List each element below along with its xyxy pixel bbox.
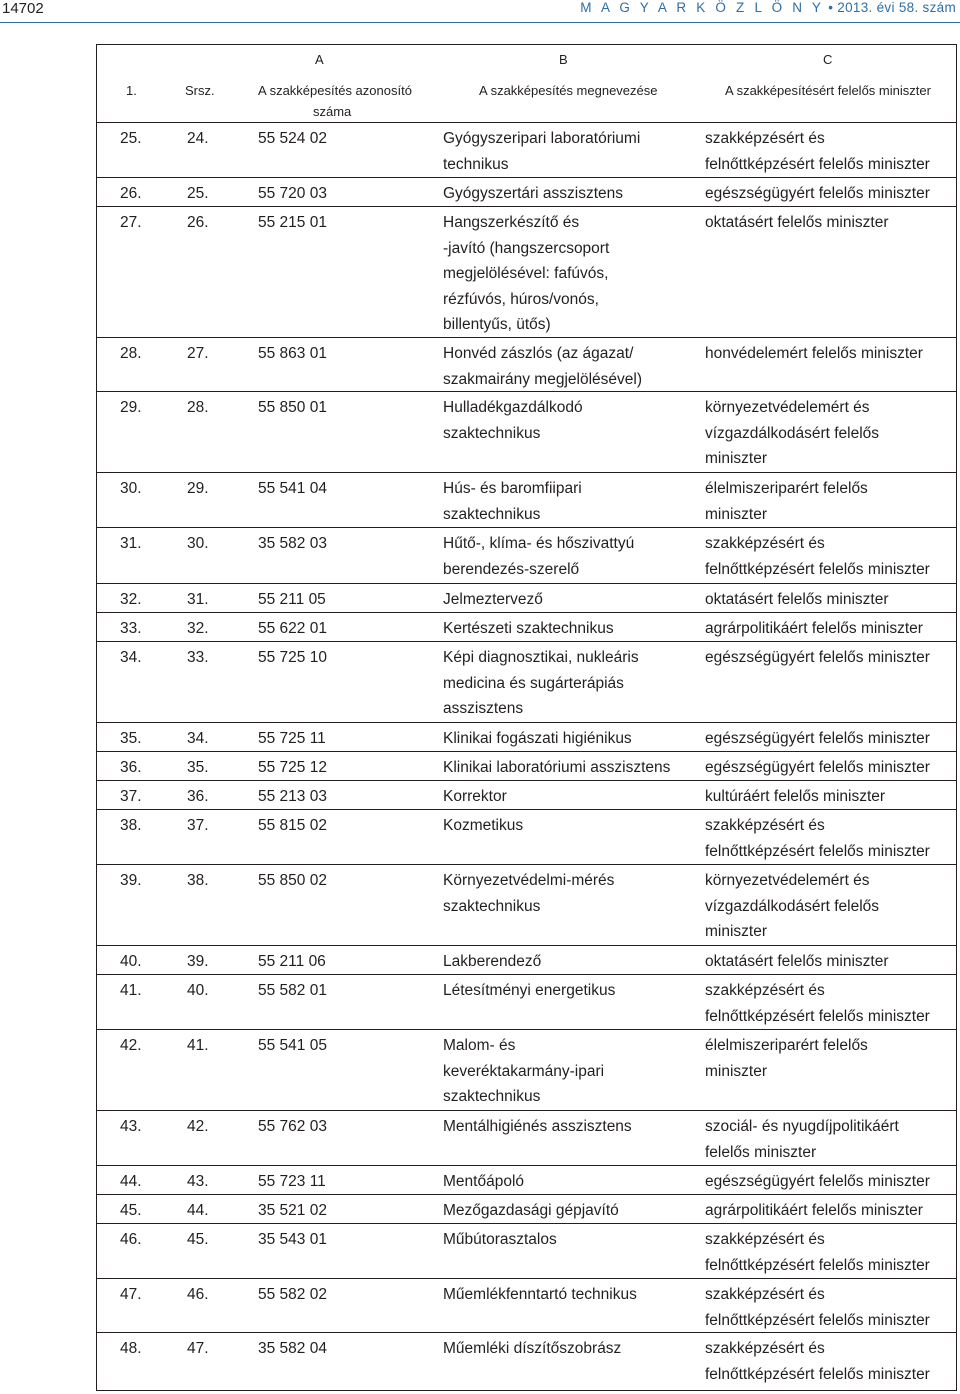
qualification-name: Kertészeti szaktechnikus xyxy=(443,620,614,637)
row-number: 34. xyxy=(120,649,142,666)
row-number: 43. xyxy=(120,1118,142,1135)
row-serial: 32. xyxy=(187,620,209,637)
responsible-minister: felnőttképzésért felelős miniszter xyxy=(705,155,930,173)
qualification-name: Klinikai laboratóriumi asszisztens xyxy=(443,759,671,776)
row-separator xyxy=(96,583,957,584)
row-separator xyxy=(96,177,957,178)
row-number: 30. xyxy=(120,480,142,497)
column-letter-b: B xyxy=(559,52,568,67)
row-separator xyxy=(96,641,957,642)
row-number: 42. xyxy=(120,1037,142,1054)
responsible-minister: miniszter xyxy=(705,450,768,467)
row-separator xyxy=(96,1278,957,1279)
responsible-minister: egészségügyért felelős miniszter xyxy=(705,730,930,747)
qualification-id: 55 213 03 xyxy=(258,788,327,805)
row-serial: 35. xyxy=(187,759,209,776)
qualification-id: 35 543 01 xyxy=(258,1231,327,1248)
row-number: 32. xyxy=(120,591,142,608)
qualification-id: 55 211 06 xyxy=(258,953,326,970)
row-separator xyxy=(96,1194,957,1195)
qualification-name: rézfúvós, húros/vonós, xyxy=(443,290,599,308)
responsible-minister: szociál- és nyugdíjpolitikáért xyxy=(705,1118,899,1135)
responsible-minister: vízgazdálkodásért felelős xyxy=(705,897,880,915)
qualification-name: keveréktakarmány-ipari xyxy=(443,1062,605,1080)
qualification-name: Honvéd zászlós (az ágazat/ xyxy=(443,345,634,362)
row-separator xyxy=(96,1165,957,1166)
row-number: 47. xyxy=(120,1286,142,1303)
qualification-name: berendezés-szerelő xyxy=(443,560,580,578)
responsible-minister: kultúráért felelős miniszter xyxy=(705,788,886,805)
qualification-name: Létesítményi energetikus xyxy=(443,982,616,999)
row-serial: 34. xyxy=(187,730,209,747)
responsible-minister: szakképzésért és xyxy=(705,1231,825,1248)
row-number: 28. xyxy=(120,345,142,362)
row-serial: 25. xyxy=(187,185,209,202)
qualification-name: asszisztens xyxy=(443,700,524,717)
row-separator xyxy=(96,1223,957,1224)
row-serial: 45. xyxy=(187,1231,209,1248)
responsible-minister: miniszter xyxy=(705,1062,768,1080)
responsible-minister: szakképzésért és xyxy=(705,817,825,834)
row-separator xyxy=(96,337,957,338)
responsible-minister: agrárpolitikáért felelős miniszter xyxy=(705,620,923,637)
row-serial: 36. xyxy=(187,788,209,805)
page-number: 14702 xyxy=(2,0,44,17)
row-separator xyxy=(96,122,957,123)
row-serial: 41. xyxy=(187,1037,209,1054)
responsible-minister: oktatásért felelős miniszter xyxy=(705,214,889,231)
header-id-line2: száma xyxy=(313,104,352,119)
qualification-name: szaktechnikus xyxy=(443,1088,541,1105)
qualification-name: szaktechnikus xyxy=(443,424,541,442)
responsible-minister: szakképzésért és xyxy=(705,1340,825,1357)
responsible-minister: agrárpolitikáért felelős miniszter xyxy=(705,1202,923,1219)
row-serial: 33. xyxy=(187,649,209,666)
qualification-name: technikus xyxy=(443,155,509,173)
row-separator xyxy=(96,1110,957,1111)
running-header xyxy=(580,0,956,15)
responsible-minister: egészségügyért felelős miniszter xyxy=(705,185,930,202)
row-separator xyxy=(96,206,957,207)
row-serial: 44. xyxy=(187,1202,209,1219)
row-serial: 47. xyxy=(187,1340,209,1357)
row-separator xyxy=(96,1029,957,1030)
row-serial: 46. xyxy=(187,1286,209,1303)
responsible-minister: oktatásért felelős miniszter xyxy=(705,591,889,608)
responsible-minister: szakképzésért és xyxy=(705,130,825,147)
qualification-name: Kozmetikus xyxy=(443,817,524,834)
qualification-name: Műemlékfenntartó technikus xyxy=(443,1286,637,1303)
row-number: 48. xyxy=(120,1340,142,1357)
responsible-minister: élelmiszeriparért felelős xyxy=(705,1037,868,1054)
responsible-minister: miniszter xyxy=(705,923,768,940)
responsible-minister: felnőttképzésért felelős miniszter xyxy=(705,1256,930,1274)
responsible-minister: felelős miniszter xyxy=(705,1143,817,1161)
qualification-id: 55 850 01 xyxy=(258,399,327,416)
qualification-name: Környezetvédelmi-mérés xyxy=(443,872,615,889)
qualification-id: 55 622 01 xyxy=(258,620,327,637)
row-separator xyxy=(96,1332,957,1333)
qualification-name: szakmairány megjelölésével) xyxy=(443,370,642,388)
row-number: 44. xyxy=(120,1173,142,1190)
row-separator xyxy=(96,472,957,473)
qualification-id: 55 723 11 xyxy=(258,1173,326,1190)
header-minister: A szakképesítésért felelős miniszter xyxy=(725,83,931,98)
row-serial: 24. xyxy=(187,130,209,147)
column-letter-a: A xyxy=(315,52,324,67)
responsible-minister: oktatásért felelős miniszter xyxy=(705,953,889,970)
responsible-minister: szakképzésért és xyxy=(705,1286,825,1303)
qualification-id: 55 725 12 xyxy=(258,759,327,776)
qualification-id: 55 211 05 xyxy=(258,591,326,608)
row-separator xyxy=(96,527,957,528)
responsible-minister: felnőttképzésért felelős miniszter xyxy=(705,1311,930,1329)
header-serial: Srsz. xyxy=(185,83,215,98)
qualification-name: Hangszerkészítő és xyxy=(443,214,580,231)
qualification-name: medicina és sugárterápiás xyxy=(443,674,624,692)
responsible-minister: miniszter xyxy=(705,505,768,523)
qualification-id: 35 521 02 xyxy=(258,1202,327,1219)
qualification-id: 35 582 03 xyxy=(258,535,327,552)
qualification-name: megjelölésével: fafúvós, xyxy=(443,265,609,282)
responsible-minister: felnőttképzésért felelős miniszter xyxy=(705,560,930,578)
column-letter-c: C xyxy=(823,52,833,67)
row-number: 29. xyxy=(120,399,142,416)
qualification-name: szaktechnikus xyxy=(443,505,541,523)
qualification-name: Jelmeztervező xyxy=(443,591,543,608)
qualification-name: Malom- és xyxy=(443,1037,516,1054)
header-rule xyxy=(0,22,960,23)
row-serial: 31. xyxy=(187,591,209,608)
row-number: 38. xyxy=(120,817,142,834)
row-number: 31. xyxy=(120,535,142,552)
qualification-id: 55 762 03 xyxy=(258,1118,327,1135)
responsible-minister: élelmiszeriparért felelős xyxy=(705,480,868,497)
responsible-minister: egészségügyért felelős miniszter xyxy=(705,1173,930,1190)
responsible-minister: környezetvédelemért és xyxy=(705,872,870,889)
row-serial: 37. xyxy=(187,817,209,834)
row-separator xyxy=(96,864,957,865)
row-serial: 29. xyxy=(187,480,209,497)
qualification-id: 55 541 04 xyxy=(258,480,327,497)
responsible-minister: felnőttképzésért felelős miniszter xyxy=(705,1365,930,1383)
responsible-minister: honvédelemért felelős miniszter xyxy=(705,345,923,362)
qualification-name: Hűtő-, klíma- és hőszivattyú xyxy=(443,535,635,552)
responsible-minister: vízgazdálkodásért felelős xyxy=(705,424,880,442)
qualification-name: Hulladékgazdálkodó xyxy=(443,399,583,416)
row-serial: 39. xyxy=(187,953,209,970)
header-id-line1: A szakképesítés azonosító xyxy=(258,83,412,98)
row-separator xyxy=(96,809,957,810)
row-serial: 43. xyxy=(187,1173,209,1190)
qualification-name: szaktechnikus xyxy=(443,897,541,915)
row-separator xyxy=(96,780,957,781)
row-serial: 38. xyxy=(187,872,209,889)
row-number: 26. xyxy=(120,185,142,202)
qualification-name: -javító (hangszercsoport xyxy=(443,239,610,257)
qualification-id: 55 863 01 xyxy=(258,345,327,362)
qualification-id: 55 215 01 xyxy=(258,214,327,231)
header-name: A szakképesítés megnevezése xyxy=(479,83,658,98)
row-separator xyxy=(96,612,957,613)
row-serial: 26. xyxy=(187,214,209,231)
responsible-minister: egészségügyért felelős miniszter xyxy=(705,759,930,776)
qualification-id: 55 815 02 xyxy=(258,817,327,834)
header-row-number: 1. xyxy=(126,83,137,98)
row-number: 27. xyxy=(120,214,142,231)
row-number: 33. xyxy=(120,620,142,637)
qualification-id: 55 541 05 xyxy=(258,1037,327,1054)
row-number: 46. xyxy=(120,1231,142,1248)
row-separator xyxy=(96,722,957,723)
qualification-name: Gyógyszertári asszisztens xyxy=(443,185,624,202)
qualification-id: 55 720 03 xyxy=(258,185,327,202)
qualification-name: Lakberendező xyxy=(443,953,542,970)
row-number: 45. xyxy=(120,1202,142,1219)
qualification-name: Korrektor xyxy=(443,788,507,805)
row-serial: 28. xyxy=(187,399,209,416)
row-number: 40. xyxy=(120,953,142,970)
qualification-id: 55 850 02 xyxy=(258,872,327,889)
responsible-minister: felnőttképzésért felelős miniszter xyxy=(705,842,930,860)
row-serial: 27. xyxy=(187,345,209,362)
qualification-name: Mezőgazdasági gépjavító xyxy=(443,1202,619,1219)
qualification-name: Mentőápoló xyxy=(443,1173,525,1190)
qualification-id: 55 725 10 xyxy=(258,649,327,666)
qualification-name: billentyűs, ütős) xyxy=(443,316,551,333)
qualification-id: 55 725 11 xyxy=(258,730,326,747)
qualification-name: Műbútorasztalos xyxy=(443,1231,557,1248)
row-number: 25. xyxy=(120,130,142,147)
row-separator xyxy=(96,974,957,975)
row-separator xyxy=(96,945,957,946)
qualification-name: Hús- és baromfiipari xyxy=(443,480,582,497)
row-serial: 30. xyxy=(187,535,209,552)
row-number: 39. xyxy=(120,872,142,889)
row-number: 37. xyxy=(120,788,142,805)
responsible-minister: szakképzésért és xyxy=(705,982,825,999)
row-serial: 42. xyxy=(187,1118,209,1135)
row-separator xyxy=(96,391,957,392)
qualification-name: Képi diagnosztikai, nukleáris xyxy=(443,649,639,666)
qualification-name: Műemléki díszítőszobrász xyxy=(443,1340,622,1357)
row-separator xyxy=(96,751,957,752)
header-bullet: • xyxy=(828,0,834,15)
responsible-minister: szakképzésért és xyxy=(705,535,825,552)
qualification-id: 55 524 02 xyxy=(258,130,327,147)
journal-name: M A G Y A R K Ö Z L Ö N Y xyxy=(580,0,825,15)
qualification-name: Gyógyszeripari laboratóriumi xyxy=(443,130,641,147)
qualification-name: Klinikai fogászati higiénikus xyxy=(443,730,632,747)
qualification-id: 55 582 01 xyxy=(258,982,327,999)
qualification-id: 55 582 02 xyxy=(258,1286,327,1303)
responsible-minister: felnőttképzésért felelős miniszter xyxy=(705,1007,930,1025)
row-number: 36. xyxy=(120,759,142,776)
row-number: 35. xyxy=(120,730,142,747)
row-serial: 40. xyxy=(187,982,209,999)
row-number: 41. xyxy=(120,982,142,999)
responsible-minister: egészségügyért felelős miniszter xyxy=(705,649,930,666)
issue-label: 2013. évi 58. szám xyxy=(837,0,956,15)
qualification-id: 35 582 04 xyxy=(258,1340,327,1357)
responsible-minister: környezetvédelemért és xyxy=(705,399,870,416)
qualification-name: Mentálhigiénés asszisztens xyxy=(443,1118,632,1135)
